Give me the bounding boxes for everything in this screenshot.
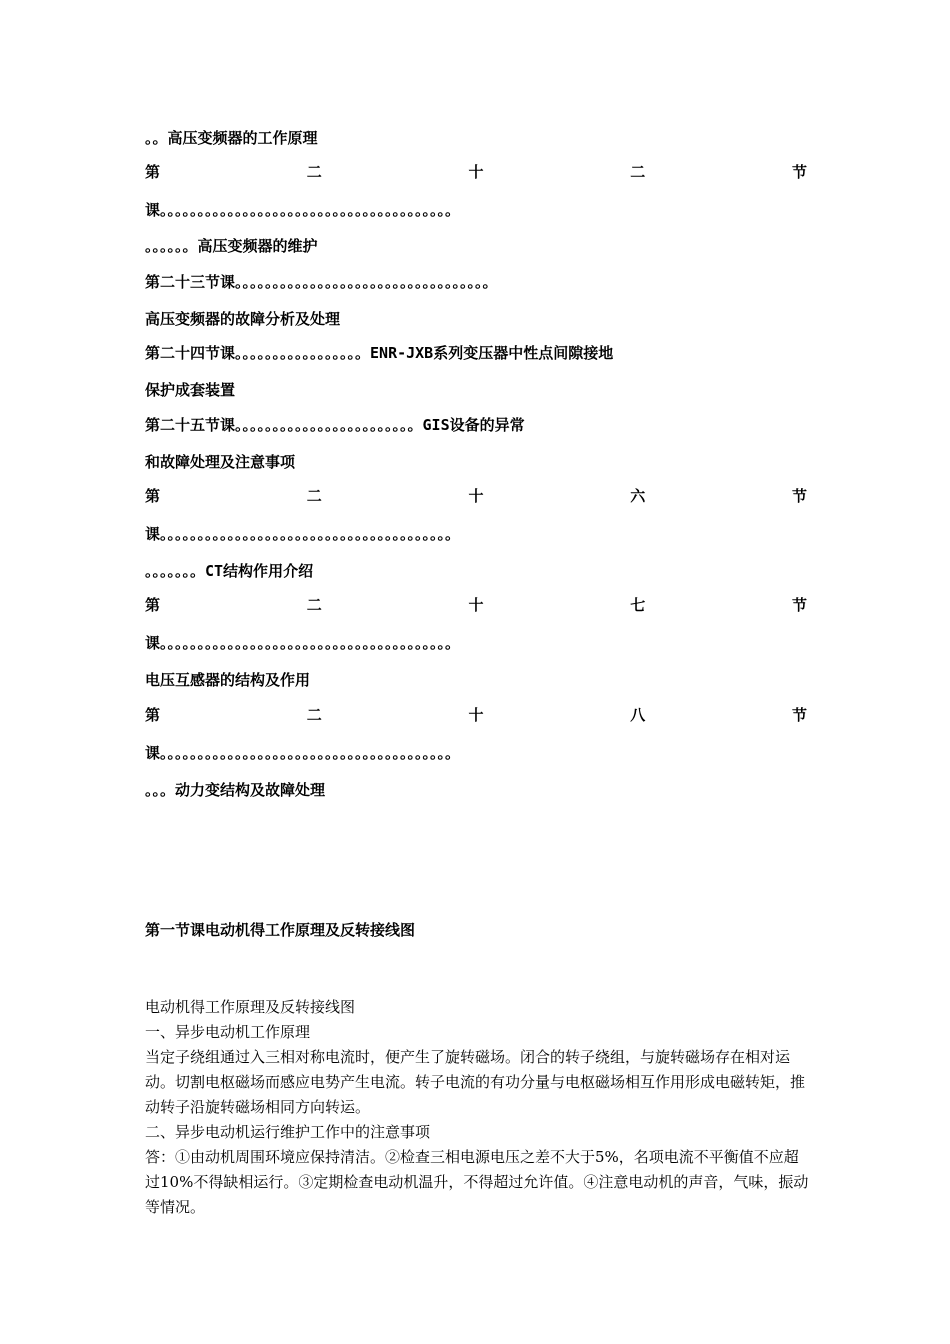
- toc-line: 高压变频器的故障分析及处理: [145, 310, 341, 328]
- toc-word: 节: [791, 163, 807, 181]
- toc-word: 二: [306, 706, 322, 724]
- toc-word: 十: [468, 487, 484, 505]
- toc-word: 第: [145, 596, 161, 614]
- toc-word: 节: [791, 706, 807, 724]
- toc-word: 八: [630, 706, 646, 724]
- toc-line: 。。。动力变结构及故障处理: [145, 781, 326, 799]
- toc-word: 节: [791, 487, 807, 505]
- section-body: [145, 995, 810, 1220]
- toc-word: 第: [145, 163, 161, 181]
- toc-line-spread: [145, 595, 807, 615]
- section-subtitle: 电动机得工作原理及反转接线图: [145, 998, 356, 1016]
- toc-word: 二: [306, 163, 322, 181]
- toc-line-spread: [145, 705, 807, 725]
- section-heading: 第一节课电动机得工作原理及反转接线图: [145, 921, 416, 939]
- toc-word: 十: [468, 596, 484, 614]
- toc-line: 课。。。。。。。。。。。。。。。。。。。。。。。。。。。。。。。。。。。。。。。: [145, 634, 461, 652]
- toc-line: 电压互感器的结构及作用: [145, 671, 311, 689]
- paragraph: 当定子绕组通过入三相对称电流时，便产生了旋转磁场。闭合的转子绕组，与旋转磁场存在相对运动。切割电枢磁场而感应电势产生电流。转子电流的有功分量与电枢磁场相互作用形成电磁转矩，推动转子沿旋转磁场相同方向转运。: [145, 1048, 806, 1116]
- toc-word: 二: [306, 487, 322, 505]
- toc-line: 课。。。。。。。。。。。。。。。。。。。。。。。。。。。。。。。。。。。。。。。: [145, 201, 461, 219]
- toc-line: 保护成套装置: [145, 381, 236, 399]
- toc-word: 二: [630, 163, 646, 181]
- toc-line: 和故障处理及注意事项: [145, 453, 296, 471]
- toc-word: 节: [791, 596, 807, 614]
- toc-word: 十: [468, 706, 484, 724]
- toc-word: 第: [145, 487, 161, 505]
- toc-line: 。。。。。。。CT结构作用介绍: [145, 562, 314, 580]
- toc-word: 第: [145, 706, 161, 724]
- toc-line-spread: [145, 486, 807, 506]
- toc-line-spread: [145, 162, 807, 182]
- subsection-heading: 二、异步电动机运行维护工作中的注意事项: [145, 1123, 431, 1141]
- subsection-heading: 一、异步电动机工作原理: [145, 1023, 311, 1041]
- paragraph: 答：①由动机周围环境应保持清洁。②检查三相电源电压之差不大于5%，名项电流不平衡值不应超过10%不得缺相运行。③定期检查电动机温升，不得超过允许值。④注意电动机的声音，气味，振动等情况。: [145, 1148, 809, 1216]
- toc-word: 二: [306, 596, 322, 614]
- toc-word: 七: [630, 596, 646, 614]
- toc-line: 第二十四节课。。。。。。。。。。。。。。。。。ENR-JXB系列变压器中性点间隙接地: [145, 344, 614, 362]
- toc-line: 第二十三节课。。。。。。。。。。。。。。。。。。。。。。。。。。。。。。。。。。: [145, 273, 498, 291]
- toc-word: 六: [630, 487, 646, 505]
- toc-line: 。。高压变频器的工作原理: [145, 129, 318, 147]
- toc-line: 。。。。。。高压变频器的维护: [145, 237, 318, 255]
- toc-line: 第二十五节课。。。。。。。。。。。。。。。。。。。。。。。。GIS设备的异常: [145, 416, 525, 434]
- toc-word: 十: [468, 163, 484, 181]
- toc-line: 课。。。。。。。。。。。。。。。。。。。。。。。。。。。。。。。。。。。。。。。: [145, 744, 461, 762]
- toc-line: 课。。。。。。。。。。。。。。。。。。。。。。。。。。。。。。。。。。。。。。。: [145, 525, 461, 543]
